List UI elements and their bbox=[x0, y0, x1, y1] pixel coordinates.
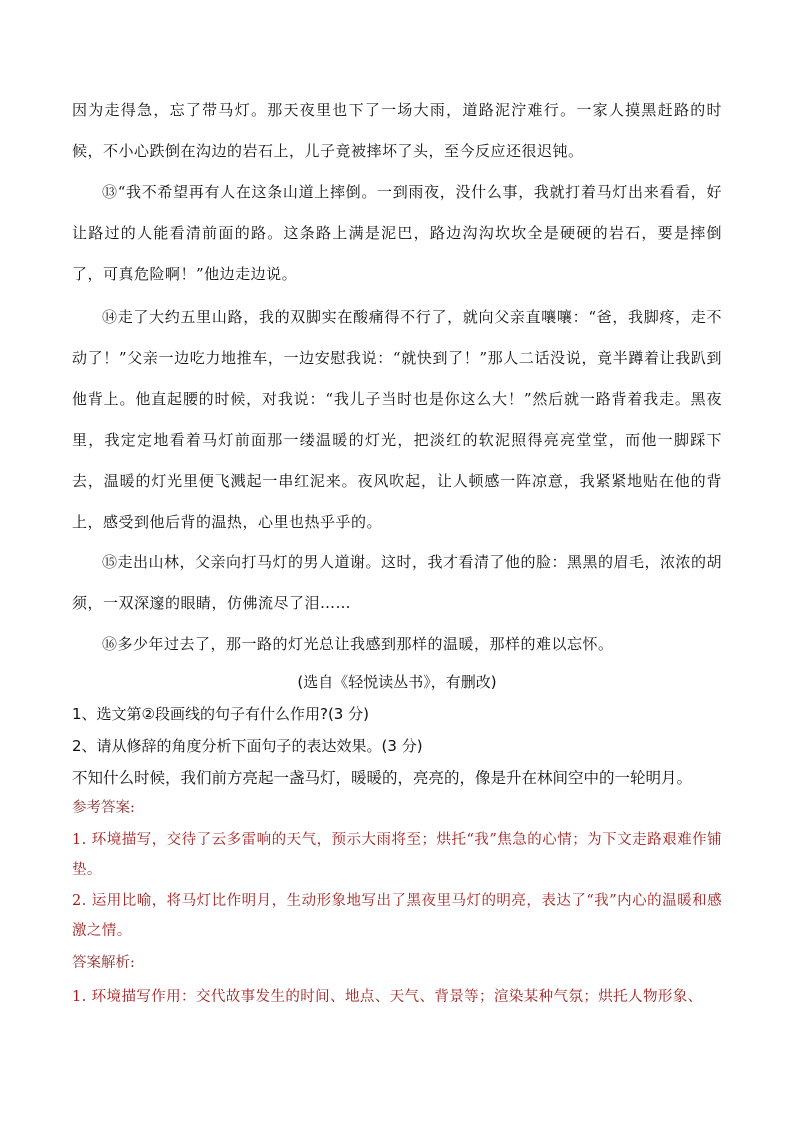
answer-analysis-heading: 答案解析: bbox=[72, 955, 135, 971]
passage-paragraph-15: ⑮走出山林，父亲向打马灯的男人道谢。这时，我才看清了他的脸：黑黑的眉毛，浓浓的胡须，一双深邃的眼睛，仿佛流尽了泪…… bbox=[72, 553, 723, 612]
reference-answer-heading: 参考答案: bbox=[72, 800, 135, 816]
answer-2: 2. 运用比喻，将马灯比作明月，生动形象地写出了黑夜里马灯的明亮，表达了“我”内心的温暖和感激之情。 bbox=[72, 893, 722, 939]
question-2: 2、请从修辞的角度分析下面句子的表达效果。(3 分) bbox=[72, 737, 423, 755]
passage-paragraph-14: ⑭走了大约五里山路，我的双脚实在酸痛得不行了，就向父亲直嚷嚷：“爸，我脚疼，走不动了！”父亲一边吃力地推车，一边安慰我说：“就快到了！”那人二话没说，竟半蹲着让我趴到他背上。他直起腰的时候，对我说：“我儿子当时也是你这么大！”然后就一路背着我走。黑夜里，我定定地看着马灯前面那一缕温暖的灯光，把淡红的软泥照得亮亮堂堂，而他一脚踩下去，温暖的灯光里便飞溅起一串红泥来。夜风吹起，让人顿感一阵凉意，我紧紧地贴在他的背上，感受到他后背的温热，心里也热乎乎的。 bbox=[72, 308, 722, 531]
answer-1: 1. 环境描写，交待了云多雷响的天气，预示大雨将至；烘托“我”焦急的心情；为下文走路艰难作铺垫。 bbox=[72, 832, 722, 878]
question-1: 1、选文第②段画线的句子有什么作用?(3 分) bbox=[72, 705, 369, 723]
analysis-1: 1. 环境描写作用：交代故事发生的时间、地点、天气、背景等；渲染某种气氛；烘托人物形象、 bbox=[72, 989, 703, 1005]
passage-paragraph-13: ⑬“我不希望再有人在这条山道上摔倒。一到雨夜，没什么事，我就打着马灯出来看看，好让路过的人能看清前面的路。这条路上满是泥巴，路边沟沟坎坎全是硬硬的岩石，要是摔倒了，可真危险啊！”他边走边说。 bbox=[72, 183, 722, 283]
passage-paragraph-16: ⑯多少年过去了，那一路的灯光总让我感到那样的温暖，那样的难以忘怀。 bbox=[102, 635, 614, 653]
passage-source: (选自《轻悦读丛书》，有删改) bbox=[297, 673, 497, 691]
passage-paragraph-continued: 因为走得急，忘了带马灯。那天夜里也下了一场大雨，道路泥泞难行。一家人摸黑赶路的时候，不小心跌倒在沟边的岩石上，儿子竟被摔坏了头，至今反应还很迟钝。 bbox=[72, 101, 722, 160]
question-2-sentence: 不知什么时候，我们前方亮起一盏马灯，暖暖的，亮亮的，像是升在林间空中的一轮明月。 bbox=[72, 769, 693, 787]
